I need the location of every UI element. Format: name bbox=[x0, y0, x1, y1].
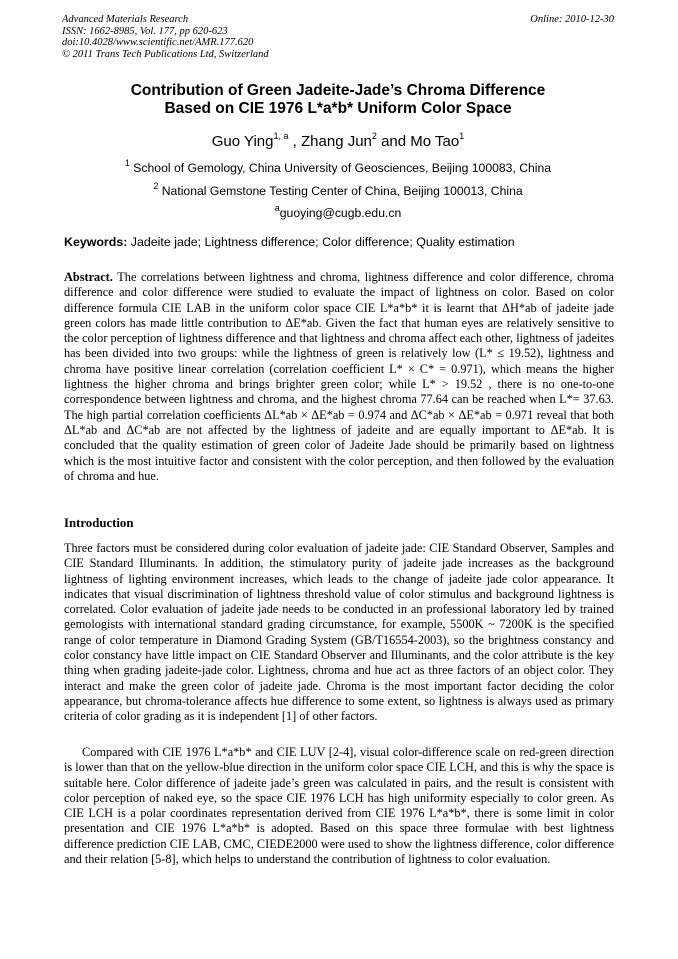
affiliation-1 bbox=[62, 157, 614, 176]
journal-header bbox=[62, 14, 614, 60]
author-name: Zhang Jun bbox=[301, 133, 372, 150]
body-paragraph: Three factors must be considered during color evaluation of jadeite jade: CIE Standard Observer, Samples and CIE Standard Illuminants. In addition, the stimulatory purity of jadeite jade increases as the background lightness of lighting environment increases, which leads to the change of jadeite jade color appearance. It indicates that visual discrimination of lightness threshold value of color stimulus and background lightness is correlated. Color evaluation of jadeite jade needs to be conducted in an professional laboratory led by trained gemologists with international standard grading circumstance, for example, 5500K ~ 7200K is the specified range of color temperature in Diamond Grading System (GB/T16554-2003), so the brightness constancy and color constancy have little impact on CIE Standard Observer and Illuminants, and the color attribute is the key thing when grading jadeite-jade color. Lightness, chroma and hue act as three factors of an object color. They interact and make the green color of jadeite jade. Chroma is the most important factor deciding the color appearance, but chroma-tolerance affects hue difference to some extent, so lightness is always used as primary criteria of color grading as it is independent [1] of other factors. bbox=[64, 541, 614, 724]
affiliation-2 bbox=[62, 180, 614, 199]
affiliation-text: National Gemstone Testing Center of China, Beijing 100013, China bbox=[158, 184, 523, 199]
affiliation-superscript: 2 bbox=[153, 181, 159, 191]
author-email bbox=[62, 202, 614, 221]
journal-issn: ISSN: 1662-8985, Vol. 177, pp 620-623 bbox=[62, 25, 228, 37]
journal-doi: doi:10.4028/www.scientific.net/AMR.177.620 bbox=[62, 37, 254, 49]
email-text: guoying@cugb.edu.cn bbox=[279, 206, 402, 221]
author-superscript: 1 bbox=[459, 131, 465, 141]
abstract-label: Abstract. bbox=[64, 270, 113, 284]
author-superscript: 2 bbox=[371, 131, 377, 141]
title-line-1: Contribution of Green Jadeite-Jade’s Chroma Difference bbox=[130, 82, 546, 99]
section-heading-introduction: Introduction bbox=[64, 516, 134, 530]
author-separator: and bbox=[376, 133, 411, 150]
affiliation-superscript: 1 bbox=[124, 158, 130, 168]
body-paragraph: Compared with CIE 1976 L*a*b* and CIE LUV [2-4], visual color-difference scale on red-green direction is lower than that on the yellow-blue direction in the uniform color space CIE LCH, and this is why the space is suitable here. Color difference of jadeite jade’s green was calculated in pairs, and the result is consistent with color perception of naked eye, so the space CIE 1976 LCH has high uniformity especially to color green. As CIE LCH is a polar coordinates representation derived from CIE 1976 L*a*b*, there is some limit in color presentation and CIE 1976 L*a*b* is adopted. Based on this space three formulae with best lightness difference prediction CIE LAB, CMC, CIEDE2000 were used to show the lightness difference, color difference and their relation [5-8], which helps to understand the contribution of lightness to color evaluation. bbox=[64, 745, 614, 867]
keywords-text: Jadeite jade; Lightness difference; Color difference; Quality estimation bbox=[127, 235, 515, 249]
author-name: Guo Ying bbox=[211, 133, 274, 150]
email-superscript: a bbox=[274, 203, 280, 213]
abstract-paragraph bbox=[64, 270, 614, 484]
keywords-label: Keywords: bbox=[64, 235, 128, 249]
journal-name: Advanced Materials Research bbox=[62, 14, 189, 25]
paper-title bbox=[62, 82, 614, 118]
author-separator: , bbox=[288, 133, 302, 150]
abstract-text: The correlations between lightness and chroma, lightness difference and color difference, chroma difference and color difference were studied to evaluate the impact of lightness on color. Based on color difference formula CIE LAB in the uniform color space CIE L*a*b* it is learnt that ΔH*ab of jadeite jade green colors has made little contribution to ΔE*ab. Given the fact that human eyes are relatively sensitive to the color perception of lightness difference and that lightness and chroma affect each other, lightness of jadeites has been divided into two groups: while the lightness of green is relatively low (L* ≤ 19.52), lightness and chroma have positive linear correlation (correlation coefficient L* × C* = 0.971), which means the higher lightness the higher chroma and brings brighter green color; while L* > 19.52 , there is no one-to-one correspondence between lightness and chroma, and the highest chroma 77.64 can be reached when L*= 37.63. The high partial correlation coefficients ΔL*ab × ΔE*ab = 0.974 and ΔC*ab × ΔE*ab = 0.971 reveal that both ΔL*ab and ΔC*ab are not affected by the lightness of jadeite and are equally important to ΔE*ab. It is concluded that the quality estimation of green color of Jadeite Jade should be primarily based on lightness which is the most intuitive factor and consistent with the color perception, and then followed by the evaluation of chroma and hue. bbox=[64, 270, 614, 483]
journal-copyright: © 2011 Trans Tech Publications Ltd, Switzerland bbox=[62, 48, 269, 60]
title-line-2: Based on CIE 1976 L*a*b* Uniform Color Space bbox=[164, 100, 512, 117]
author-name: Mo Tao bbox=[410, 133, 460, 150]
author-superscript: 1, a bbox=[273, 131, 289, 141]
author-list bbox=[62, 128, 614, 151]
online-date: Online: 2010-12-30 bbox=[530, 14, 614, 25]
affiliation-text: School of Gemology, China University of Geosciences, Beijing 100083, China bbox=[129, 161, 552, 176]
keywords-line bbox=[64, 235, 616, 250]
